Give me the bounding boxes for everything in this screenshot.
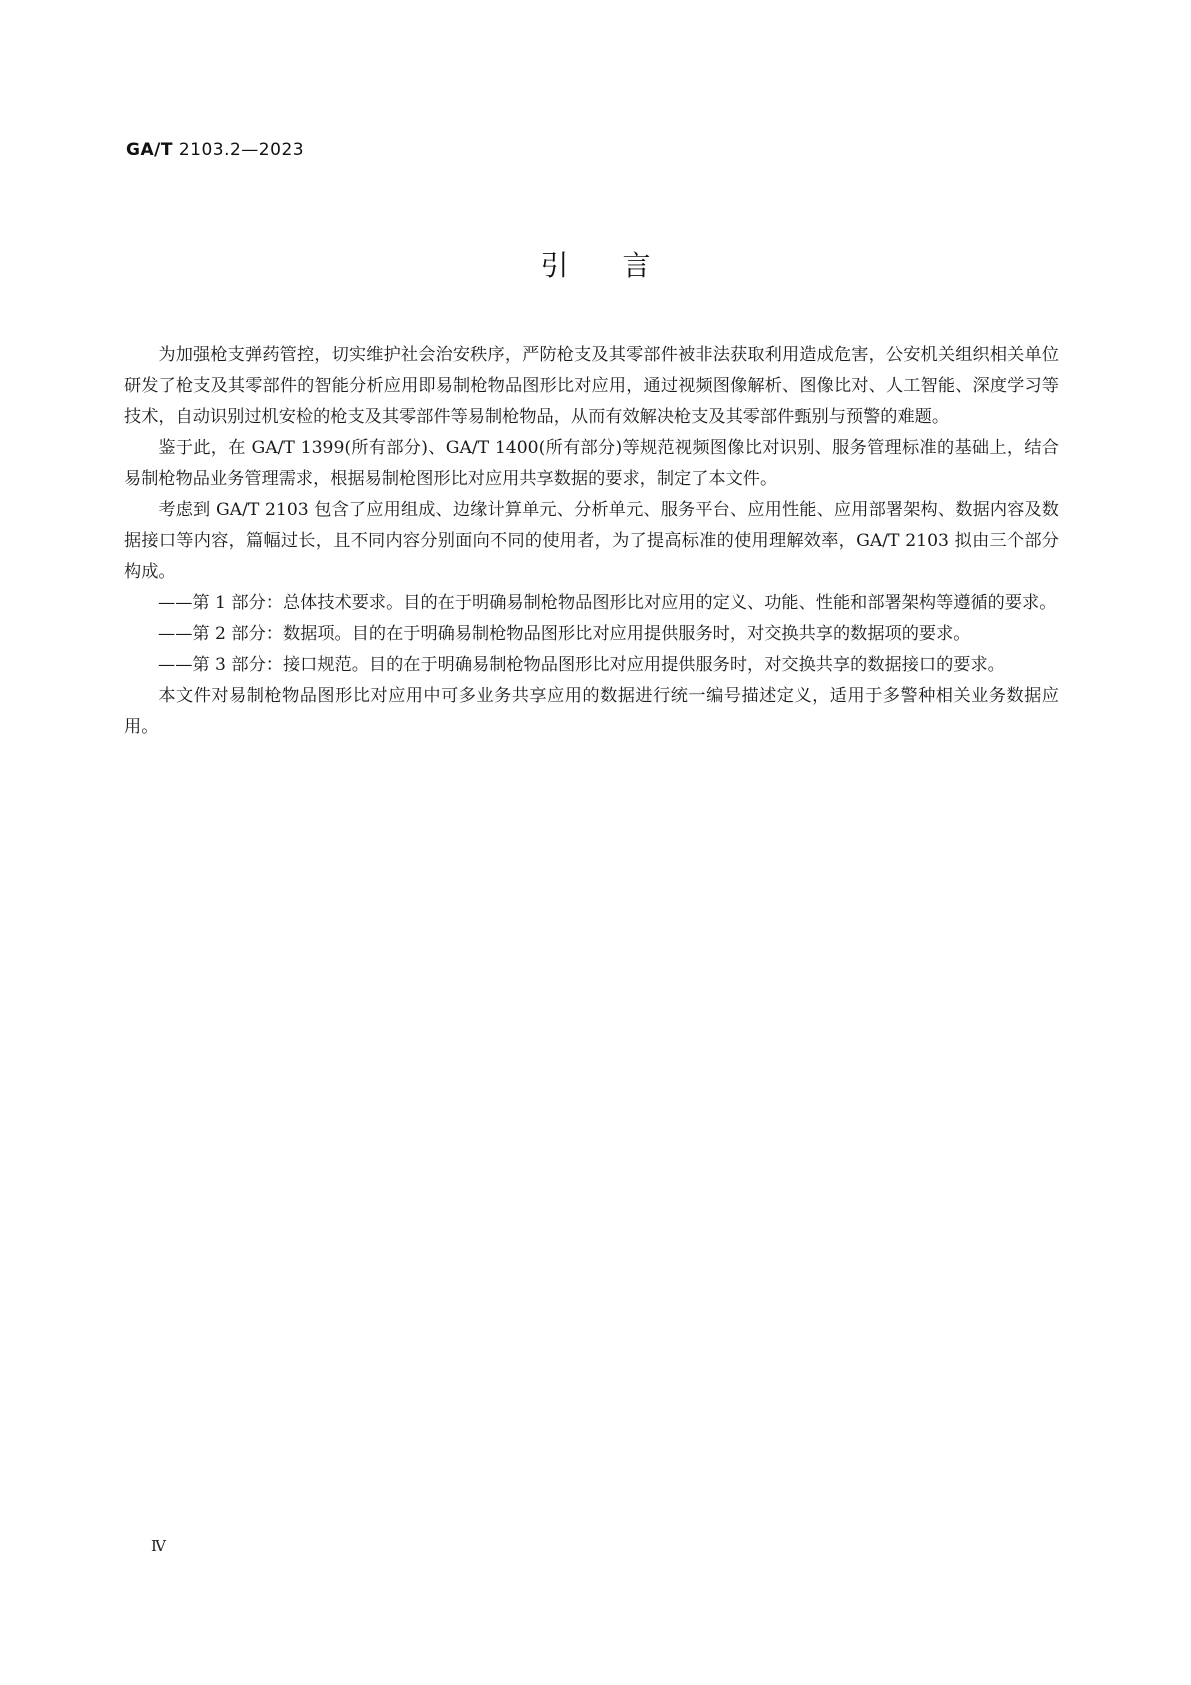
paragraph-2: 鉴于此，在 GA/T 1399(所有部分)、GA/T 1400(所有部分)等规范视频图像比对识别、服务管理标准的基础上，结合易制枪物品业务管理需求，根据易制枪图形比对应用共享数据的要求，制定了本文件。 bbox=[124, 438, 1059, 489]
standard-code-prefix: GA/T bbox=[126, 140, 173, 160]
list-item-part-1: ——第 1 部分：总体技术要求。目的在于明确易制枪物品图形比对应用的定义、功能、性能和部署架构等遵循的要求。 bbox=[158, 593, 1057, 613]
page-number: Ⅳ bbox=[151, 1537, 166, 1555]
body-text bbox=[124, 340, 1059, 743]
page-title: 引言 bbox=[540, 249, 705, 282]
paragraph-1: 为加强枪支弹药管控，切实维护社会治安秩序，严防枪支及其零部件被非法获取利用造成危害，公安机关组织相关单位研发了枪支及其零部件的智能分析应用即易制枪物品图形比对应用，通过视频图像解析、图像比对、人工智能、深度学习等技术，自动识别过机安检的枪支及其零部件等易制枪物品，从而有效解决枪支及其零部件甄别与预警的难题。 bbox=[124, 345, 1059, 427]
list-item-part-3: ——第 3 部分：接口规范。目的在于明确易制枪物品图形比对应用提供服务时，对交换共享的数据接口的要求。 bbox=[158, 655, 1005, 675]
closing-paragraph: 本文件对易制枪物品图形比对应用中可多业务共享应用的数据进行统一编号描述定义，适用于多警种相关业务数据应用。 bbox=[124, 686, 1059, 737]
standard-code-number: 2103.2—2023 bbox=[178, 140, 305, 160]
paragraph-3: 考虑到 GA/T 2103 包含了应用组成、边缘计算单元、分析单元、服务平台、应用性能、应用部署架构、数据内容及数据接口等内容，篇幅过长，且不同内容分别面向不同的使用者，为了提高标准的使用理解效率，GA/T 2103 拟由三个部分构成。 bbox=[124, 500, 1059, 582]
standard-code bbox=[126, 140, 304, 160]
list-item-part-2: ——第 2 部分：数据项。目的在于明确易制枪物品图形比对应用提供服务时，对交换共享的数据项的要求。 bbox=[158, 624, 971, 644]
